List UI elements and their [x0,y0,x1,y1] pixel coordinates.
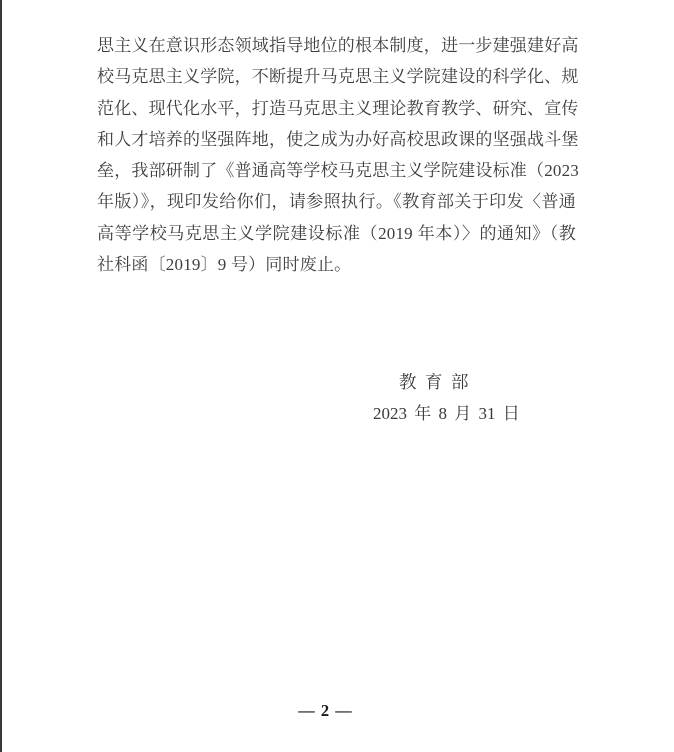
scan-edge-artifact [0,0,2,752]
paragraph-line: 校马克思主义学院，不断提升马克思主义学院建设的科学化、规 [97,67,579,87]
paragraph-line: 年版）》，现印发给你们，请参照执行。《教育部关于印发〈普通 [97,192,576,212]
paragraph-line: 思主义在意识形态领域指导地位的根本制度，进一步建强建好高 [97,36,579,55]
signature-date: 2023 年 8 月 31 日 [373,404,520,423]
paragraph-line: 高等学校马克思主义学院建设标准（2019 年本）〉的通知》（教 [97,223,576,243]
paragraph-line: 社科函〔2019〕9 号）同时废止。 [97,255,352,275]
paragraph-line: 垒，我部研制了《普通高等学校马克思主义学院建设标准（2023 [97,161,579,181]
notice-paragraph [97,30,579,280]
page-number: — 2 — [298,701,353,720]
signature-organization: 教育部 [399,372,477,392]
paragraph-line: 范化、现代化水平，打造马克思主义理论教育教学、研究、宣传 [97,98,579,118]
paragraph-line: 和人才培养的坚强阵地，使之成为办好高校思政课的坚强战斗堡 [97,129,579,149]
